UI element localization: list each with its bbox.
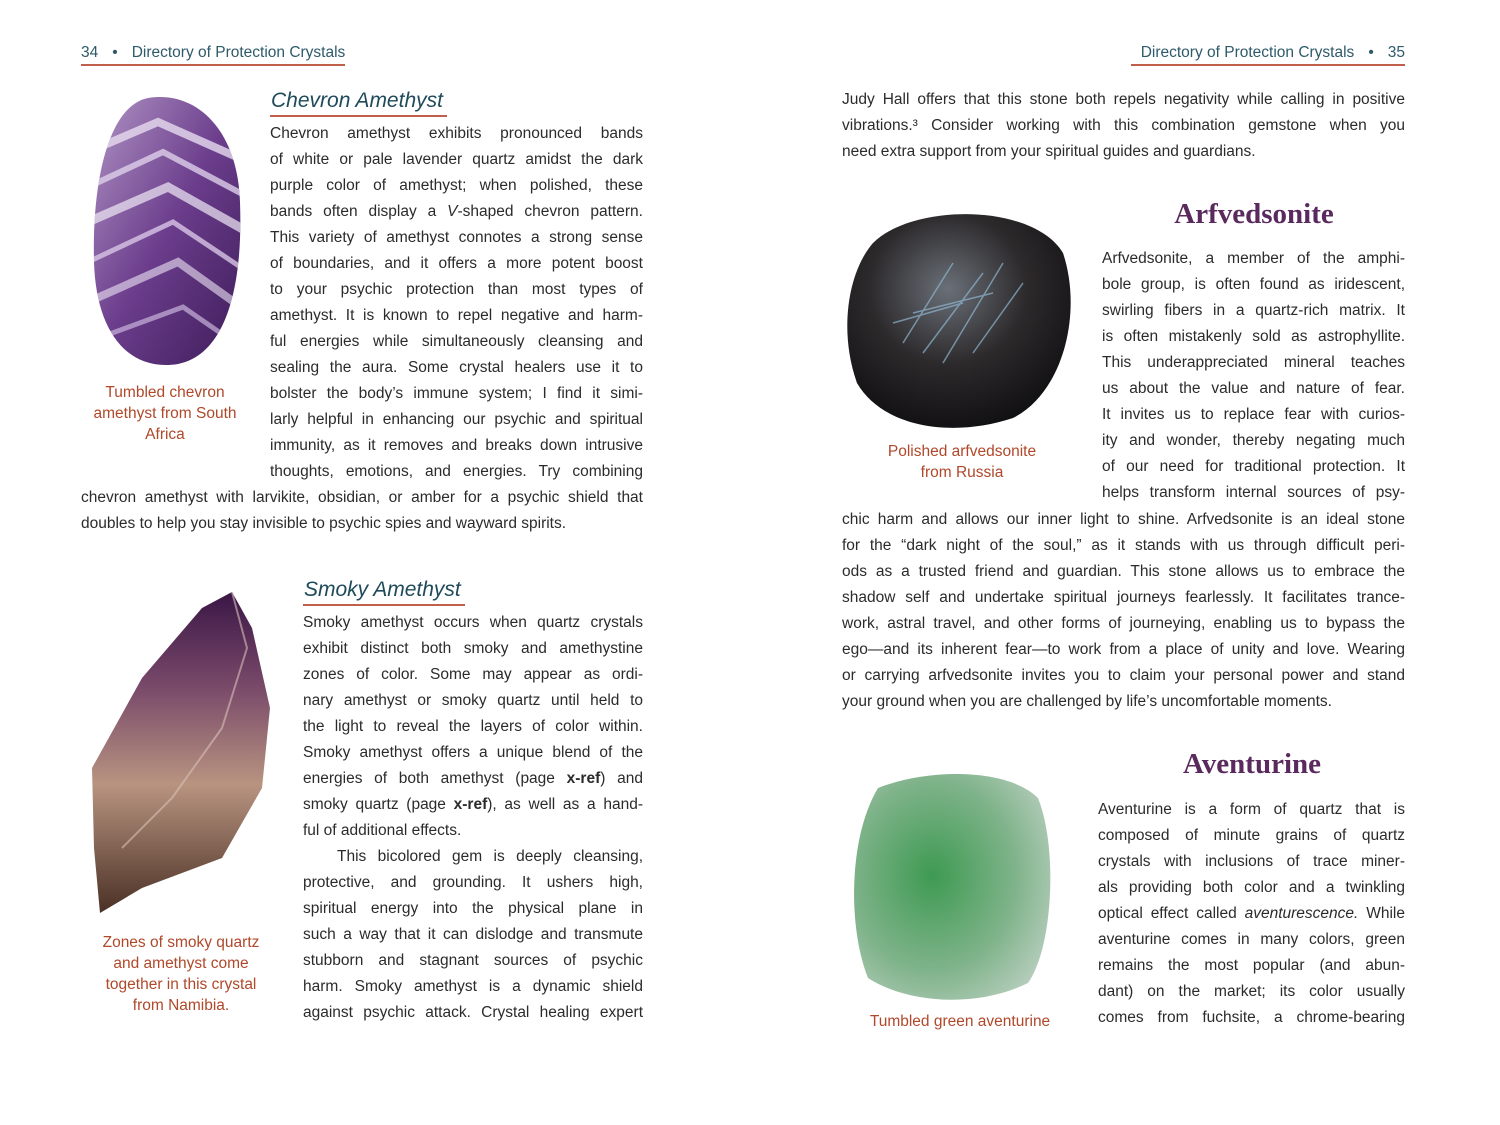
- arfvedsonite-body-continued: [842, 507, 1405, 715]
- chevron-caption: [93, 382, 236, 445]
- aventurine-body: [1098, 797, 1405, 1031]
- running-head-left: [81, 44, 345, 66]
- arfvedsonite-caption: [888, 441, 1036, 483]
- caption-line: Africa: [145, 426, 185, 443]
- text-line: Smoky amethyst offers a unique blend of the: [303, 744, 643, 761]
- text-line: against psychic attack. Crystal healing expert: [303, 1004, 643, 1021]
- chevron-body-continued: [81, 485, 643, 537]
- text-line: Judy Hall offers that this stone both repels negativity while calling in positive: [842, 91, 1405, 108]
- smoky-amethyst-photo: [82, 588, 277, 918]
- bullet: •: [1368, 44, 1374, 61]
- text-line: of boundaries, and it offers a more potent boost: [270, 255, 643, 272]
- bold-text: x-ref: [453, 796, 488, 813]
- page-number: 35: [1387, 44, 1405, 61]
- text-line: stubborn and stagnant sources of psychic: [303, 952, 643, 969]
- bullet: •: [112, 44, 118, 61]
- aventurine-heading: Aventurine: [1182, 748, 1322, 780]
- italic-text: aventurescence.: [1244, 905, 1359, 922]
- text-line: larly helpful in enhancing our psychic and spiritual: [270, 411, 643, 428]
- aventurine-caption: [870, 1011, 1050, 1032]
- text-line: or carrying arfvedsonite invites you to claim your personal power and stand: [842, 667, 1405, 684]
- text-line: Arfvedsonite, a member of the amphi-: [1102, 250, 1405, 267]
- text-line: ity and wonder, thereby negating much: [1102, 432, 1405, 449]
- text-line: your ground when you are challenged by life’s uncomfortable moments.: [842, 693, 1332, 710]
- text-line: bands often display a V-shaped chevron pattern.: [270, 203, 643, 220]
- text-line: sealing the aura. Some crystal healers use it to: [270, 359, 643, 376]
- text-line: of white or pale lavender quartz amidst the dark: [270, 151, 643, 168]
- text-line: swirling fibers in a quartz-rich matrix. It: [1102, 302, 1405, 319]
- text-line: exhibit distinct both smoky and amethystine: [303, 640, 643, 657]
- running-head-title: Directory of Protection Crystals: [131, 44, 346, 61]
- chevron-amethyst-heading: Chevron Amethyst: [270, 89, 447, 117]
- running-head-title: Directory of Protection Crystals: [1140, 44, 1355, 61]
- text-line: is often mistakenly sold as astrophyllite.: [1102, 328, 1405, 345]
- text-line: such a way that it can dislodge and transmute: [303, 926, 643, 943]
- text-line: doubles to help you stay invisible to psychic spies and wayward spirits.: [81, 515, 567, 532]
- intro-body: [842, 87, 1405, 165]
- caption-line: from Russia: [920, 464, 1004, 481]
- text-line: immunity, as it removes and breaks down intrusive: [270, 437, 643, 454]
- text-line: of our need for traditional protection. It: [1102, 458, 1405, 475]
- text-line: need extra support from your spiritual guides and guardians.: [842, 143, 1256, 160]
- text-line: It invites us to replace fear with curios-: [1102, 406, 1405, 423]
- caption-line: Tumbled green aventurine: [869, 1013, 1051, 1030]
- aventurine-photo: [848, 768, 1053, 1004]
- text-line: ods as a trusted friend and guardian. This stone allows us to embrace the: [842, 563, 1405, 580]
- text-line: chevron amethyst with larvikite, obsidian, or amber for a psychic shield that: [81, 489, 643, 506]
- arfvedsonite-heading: Arfvedsonite: [1174, 198, 1334, 230]
- text-line: chic harm and allows our inner light to shine. Arfvedsonite is an ideal stone: [842, 511, 1405, 528]
- text-line: helps transform internal sources of psy-: [1102, 484, 1405, 501]
- bold-text: x-ref: [566, 770, 601, 787]
- text-line: spiritual energy into the physical plane in: [303, 900, 643, 917]
- text-line: composed of minute grains of quartz: [1098, 827, 1405, 844]
- text-line: Smoky amethyst occurs when quartz crystals: [303, 614, 643, 631]
- smoky-body: [303, 610, 643, 1026]
- text-line: ego—and its inherent fear—to work from a place of unity and love. Wearing: [842, 641, 1405, 658]
- text-line: This bicolored gem is deeply cleansing,: [337, 848, 643, 865]
- text-line: smoky quartz (page x-ref), as well as a hand-: [303, 796, 643, 813]
- text-line: us about the value and nature of fear.: [1102, 380, 1405, 397]
- caption-line: Zones of smoky quartz: [102, 934, 260, 951]
- text-line: work, astral travel, and other forms of journeying, enabling us to bypass the: [842, 615, 1405, 632]
- text-line: ful energies while simultaneously cleansing and: [270, 333, 643, 350]
- text-line: bolster the body’s immune system; I find it simi-: [270, 385, 643, 402]
- text-line: to your psychic protection than most types of: [270, 281, 643, 298]
- text-line: dant) on the market; its color usually: [1098, 983, 1405, 1000]
- text-line: vibrations.³ Consider working with this combination gemstone when you: [842, 117, 1405, 134]
- chevron-amethyst-photo: [88, 92, 246, 372]
- text-line: comes from fuchsite, a chrome-bearing: [1098, 1009, 1405, 1026]
- text-line: for the “dark night of the soul,” as it stands with us through difficult peri-: [842, 537, 1405, 554]
- caption-line: from Namibia.: [132, 997, 230, 1014]
- caption-line: Polished arfvedsonite: [887, 443, 1037, 460]
- text-line: nary amethyst or smoky quartz until held to: [303, 692, 643, 709]
- text-line: This underappreciated mineral teaches: [1102, 354, 1405, 371]
- text-line: als providing both color and a twinkling: [1098, 879, 1405, 896]
- caption-line: and amethyst come: [113, 955, 249, 972]
- smoky-amethyst-heading: Smoky Amethyst: [303, 578, 465, 606]
- arfvedsonite-body: [1102, 246, 1405, 506]
- smoky-caption: [103, 932, 260, 1016]
- running-head-right: [1131, 44, 1405, 66]
- text-line: shadow self and undertake spiritual journeys fearlessly. It facilitates trance-: [842, 589, 1405, 606]
- text-line: amethyst. It is known to repel negative and harm-: [270, 307, 643, 324]
- caption-line: amethyst from South: [93, 405, 237, 422]
- text-line: crystals with inclusions of trace miner-: [1098, 853, 1405, 870]
- text-line: protective, and grounding. It ushers high,: [303, 874, 643, 891]
- arfvedsonite-photo: [843, 203, 1075, 431]
- text-line: bole group, is often found as iridescent,: [1102, 276, 1405, 293]
- text-line: the light to reveal the layers of color within.: [303, 718, 643, 735]
- caption-line: Tumbled chevron: [105, 384, 225, 401]
- text-line: optical effect called aventurescence. While: [1098, 905, 1405, 922]
- text-line: zones of color. Some may appear as ordi-: [303, 666, 643, 683]
- page-number: 34: [81, 44, 99, 61]
- caption-line: together in this crystal: [105, 976, 257, 993]
- chevron-body: [270, 121, 643, 485]
- text-line: Chevron amethyst exhibits pronounced bands: [270, 125, 643, 142]
- text-line: thoughts, emotions, and energies. Try combining: [270, 463, 643, 480]
- text-line: This variety of amethyst connotes a strong sense: [270, 229, 643, 246]
- text-line: purple color of amethyst; when polished, these: [270, 177, 643, 194]
- text-line: remains the most popular (and abun-: [1098, 957, 1405, 974]
- text-line: energies of both amethyst (page x-ref) and: [303, 770, 643, 787]
- text-line: ful of additional effects.: [303, 822, 462, 839]
- text-line: harm. Smoky amethyst is a dynamic shield: [303, 978, 643, 995]
- text-line: Aventurine is a form of quartz that is: [1098, 801, 1405, 818]
- italic-text: V: [447, 203, 458, 220]
- text-line: aventurine comes in many colors, green: [1098, 931, 1405, 948]
